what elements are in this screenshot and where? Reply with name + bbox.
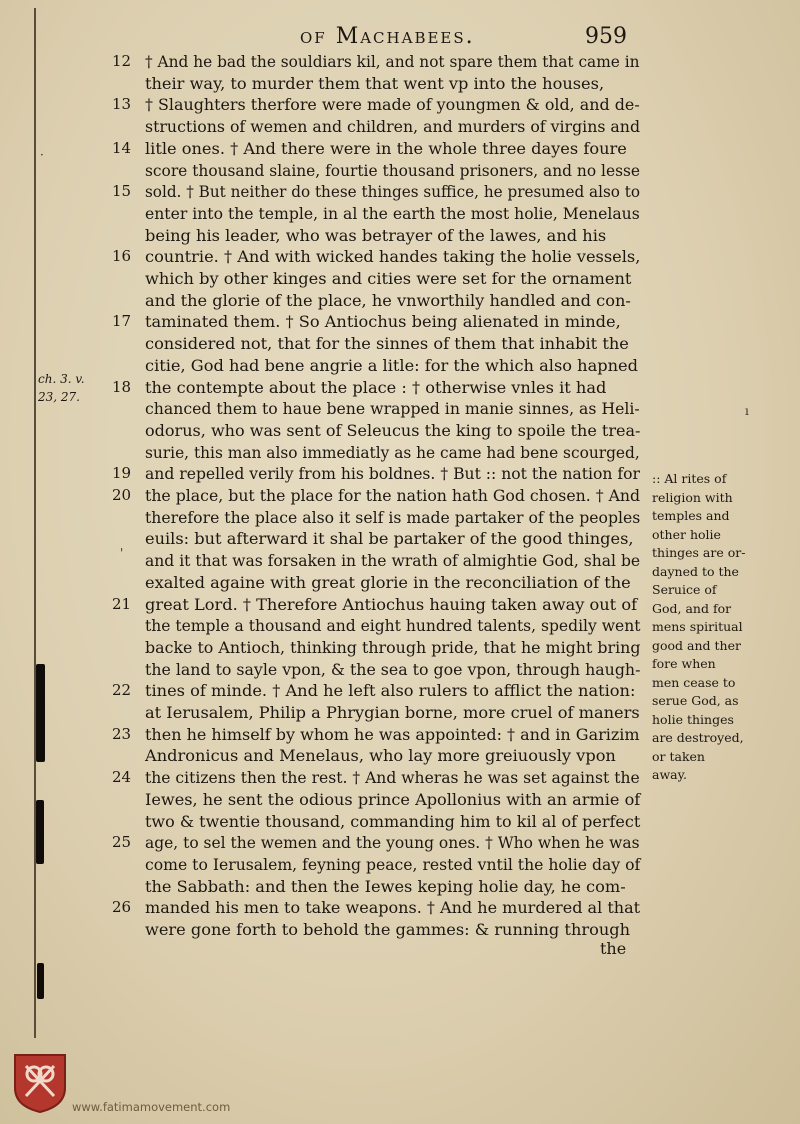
line-text: citie, God had bene angrie a litle: for the which also hapned xyxy=(145,355,638,375)
verse-number: 15 xyxy=(112,182,132,201)
line-text: great Lord. † Therefore Antiochus hauing taken away out of xyxy=(145,594,638,614)
margin-ink-bar xyxy=(36,800,44,864)
margin-note-line: holie thinges xyxy=(652,711,734,727)
line-text: then he himself by whom he was appointed: † and in Garizim xyxy=(145,724,640,744)
margin-note-line: Seruice of xyxy=(652,582,717,597)
margin-note-line: religion with xyxy=(652,489,733,505)
verse-number: 14 xyxy=(112,138,132,157)
line-text: the Sabbath: and then the Iewes keping holie day, he com- xyxy=(145,876,626,896)
margin-note-line: or taken xyxy=(652,748,705,764)
verse-number: 12 xyxy=(112,52,132,70)
line-text: their way, to murder them that went vp into the houses, xyxy=(145,73,605,93)
margin-note-line: thinges are or- xyxy=(652,545,746,560)
ink-speck: ı xyxy=(745,404,749,418)
line-text: euils: but afterward it shal be partaker of the good thinges, xyxy=(145,529,634,549)
margin-note-line: good and ther xyxy=(652,637,741,653)
line-text: and the glorie of the place, he vnworthily handled and con- xyxy=(145,290,631,310)
footer-url[interactable]: www.fatimamovement.com xyxy=(72,1100,231,1114)
margin-note-line: away. xyxy=(652,767,687,782)
line-text: the citizens then the rest. † And wheras he was set against the xyxy=(145,768,640,788)
margin-note-line: :: Al rites of xyxy=(652,471,727,486)
margin-note-line: fore when xyxy=(652,656,716,671)
margin-ink-bar xyxy=(37,963,44,999)
line-text: which by other kinges and cities were set for the ornament xyxy=(145,269,632,288)
line-text: Andronicus and Menelaus, who lay more greiuously vpon xyxy=(145,746,616,766)
line-text: structions of wemen and children, and murders of virgins and xyxy=(145,117,641,137)
margin-note-line: temples and xyxy=(652,508,730,523)
line-text: chanced them to haue bene wrapped in manie sinnes, as Heli- xyxy=(145,399,640,419)
verse-number: 26 xyxy=(112,898,132,917)
margin-note-line: mens spiritual xyxy=(652,619,743,634)
line-text: exalted againe with great glorie in the reconciliation of the xyxy=(145,572,631,592)
line-text: surie, this man also immediatly as he came had bene scourged, xyxy=(145,442,640,462)
margin-note-line: dayned to the xyxy=(652,563,739,579)
line-text: † And he bad the souldiars kil, and not spare them that came in xyxy=(145,52,640,71)
verse-number: 16 xyxy=(112,247,132,266)
margin-note xyxy=(652,470,792,785)
line-text: being his leader, who was betrayer of the lawes, and his xyxy=(145,225,607,245)
margin-note-line: God, and for xyxy=(652,600,732,616)
verse-number: 24 xyxy=(112,768,132,787)
line-text: the place, but the place for the nation hath God chosen. † And xyxy=(145,486,641,505)
ink-speck: ' xyxy=(120,546,124,560)
line-text: at Ierusalem, Philip a Phrygian borne, more cruel of maners xyxy=(145,703,640,722)
line-text: Iewes, he sent the odious prince Apollonius with an armie of xyxy=(145,789,641,809)
left-reference-line: ch. 3. v. xyxy=(38,372,85,386)
line-text: enter into the temple, in al the earth the most holie, Menelaus xyxy=(145,203,640,223)
line-text: and repelled verily from his boldnes. † But :: not the nation for xyxy=(145,464,640,484)
verse-number: 23 xyxy=(112,724,132,743)
line-text: litle ones. † And there were in the whole three dayes foure xyxy=(145,138,627,158)
line-text: the contempte about the place : † otherwise vnles it had xyxy=(145,377,607,397)
fatima-movement-logo xyxy=(12,1052,68,1114)
line-text: the temple a thousand and eight hundred talents, spedily went xyxy=(145,616,641,636)
margin-note-line: men cease to xyxy=(652,674,736,690)
margin-note-line: other holie xyxy=(652,526,721,542)
verse-number: 20 xyxy=(112,486,132,504)
verse-number: 17 xyxy=(112,312,132,331)
line-text: † Slaughters therfore were made of youngmen & old, and de- xyxy=(145,95,640,115)
margin-note-line: are destroyed, xyxy=(652,730,744,745)
left-reference-line: 23, 27. xyxy=(38,390,80,404)
line-text: come to Ierusalem, feyning peace, rested vntil the holie day of xyxy=(145,854,641,874)
line-text: two & twentie thousand, commanding him to kil al of perfect xyxy=(145,811,641,831)
text-line xyxy=(0,918,800,946)
line-text: odorus, who was sent of Seleucus the king to spoile the trea- xyxy=(145,420,641,440)
verse-number: 19 xyxy=(112,464,132,483)
line-text: score thousand slaine, fourtie thousand prisoners, and no lesse xyxy=(145,160,641,180)
line-text: backe to Antioch, thinking through pride, that he might bring xyxy=(145,637,641,657)
line-text: manded his men to take weapons. † And he murdered al that xyxy=(145,898,641,918)
line-text: countrie. † And with wicked handes taking the holie vessels, xyxy=(145,247,641,267)
line-text: and it that was forsaken in the wrath of almightie God, shal be xyxy=(145,551,641,571)
left-margin-reference xyxy=(38,370,85,406)
verse-number: 25 xyxy=(112,833,132,852)
line-text: age, to sel the wemen and the young ones. † Who when he was xyxy=(145,833,640,853)
catchword: the xyxy=(600,939,627,958)
line-text: taminated them. † So Antiochus being alienated in minde, xyxy=(145,312,621,332)
line-text: tines of minde. † And he left also rulers to afflict the nation: xyxy=(145,681,636,701)
line-text: were gone forth to behold the gammes: & running through xyxy=(145,920,631,939)
margin-note-line: serue God, as xyxy=(652,693,739,708)
page-number: 959 xyxy=(585,24,627,49)
line-text: considered not, that for the sinnes of them that inhabit the xyxy=(145,334,629,354)
line-text: therefore the place also it self is made partaker of the peoples xyxy=(145,507,641,527)
verse-number: 22 xyxy=(112,681,132,700)
page-header xyxy=(0,22,800,52)
line-text: the land to sayle vpon, & the sea to goe vpon, through haugh- xyxy=(145,659,641,679)
verse-number: 18 xyxy=(112,377,132,396)
margin-ink-bar xyxy=(36,664,45,762)
line-text: sold. † But neither do these thinges suffice, he presumed also to xyxy=(145,182,641,202)
verse-number: 13 xyxy=(112,95,132,114)
ink-speck: · xyxy=(40,148,44,162)
running-title: of Machabees. xyxy=(300,24,475,49)
verse-number: 21 xyxy=(112,594,132,613)
